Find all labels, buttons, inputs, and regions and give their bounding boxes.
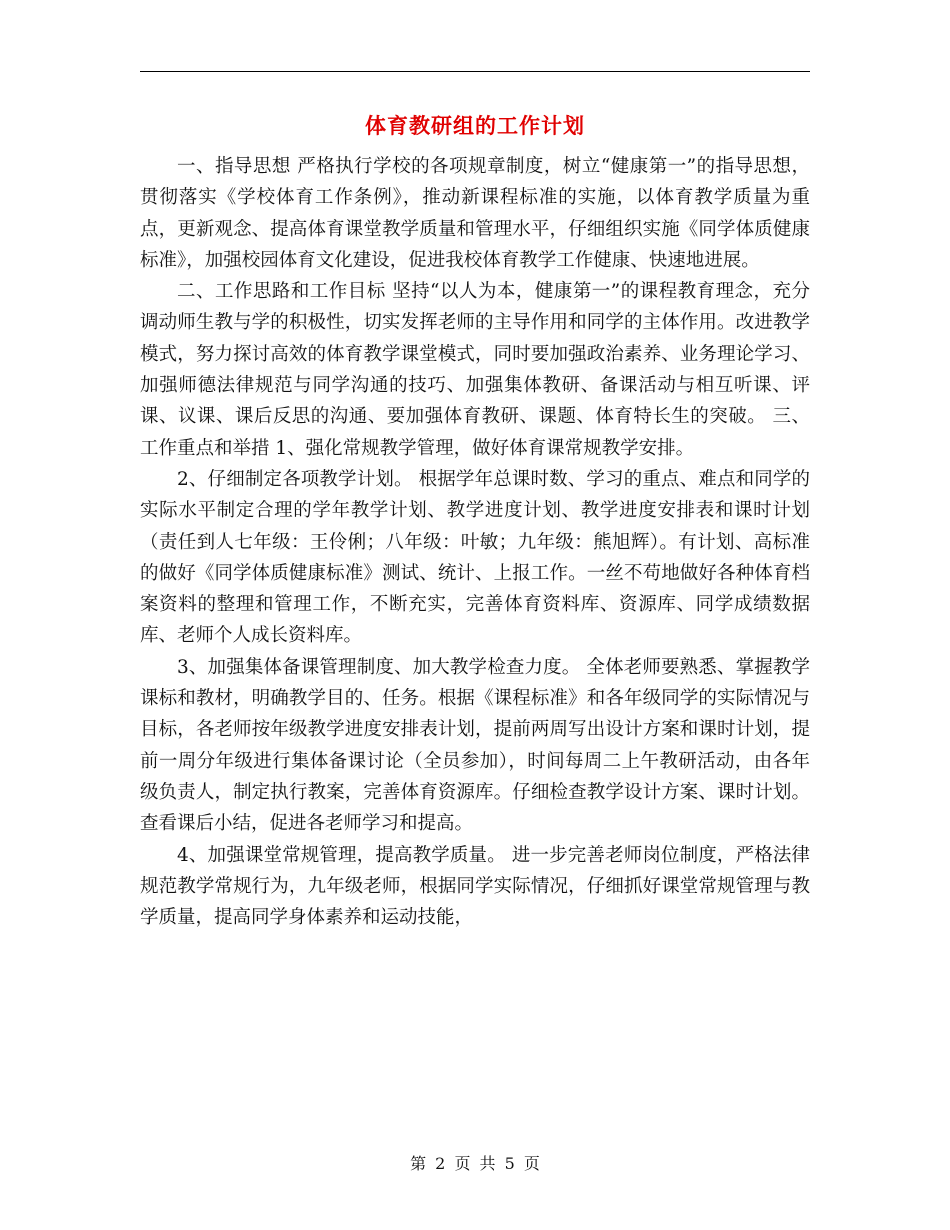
header-rule bbox=[140, 71, 810, 72]
paragraph-guiding-ideology: 一、指导思想 严格执行学校的各项规章制度，树立“健康第一”的指导思想，贯彻落实《学校体育工作条例》，推动新课程标准的实施，以体育教学质量为重点，更新观念、提高体育课堂教学质量和管理水平，仔细组织实施《同学体质健康标准》，加强校园体育文化建设，促进我校体育教学工作健康、快速地进展。 bbox=[140, 156, 810, 271]
paragraph-work-ideas-and-goals: 二、工作思路和工作目标 坚持“以人为本，健康第一”的课程教育理念，充分调动师生教与学的积极性，切实发挥老师的主导作用和同学的主体作用。改进教学模式，努力探讨高效的体育教学课堂模式，同时要加强政治素养、业务理论学习、加强师德法律规范与同学沟通的技巧、加强集体教研、备课活动与相互听课、评课、议课、课后反思的沟通、要加强体育教研、课题、体育特长生的突破。 三、工作重点和举措 1、强化常规教学管理，做好体育课常规教学安排。 bbox=[140, 281, 810, 459]
document-body bbox=[140, 151, 810, 933]
paragraph-collective-lesson-prep: 3、加强集体备课管理制度、加大教学检查力度。 全体老师要熟悉、掌握教学课标和教材，明确教学目的、任务。根据《课程标准》和各年级同学的实际情况与目标，各老师按年级教学进度安排表计划，提前两周写出设计方案和课时计划，提前一周分年级进行集体备课讨论（全员参加），时间每周二上午教研活动，由各年级负责人，制定执行教案，完善体育资源库。仔细检查教学设计方案、课时计划。查看课后小结，促进各老师学习和提高。 bbox=[140, 656, 810, 835]
paragraph-classroom-management: 4、加强课堂常规管理，提高教学质量。 进一步完善老师岗位制度，严格法律规范教学常规行为，九年级老师，根据同学实际情况，仔细抓好课堂常规管理与教学质量，提高同学身体素养和运动技能， bbox=[140, 844, 810, 929]
page-number: 第 2 页 共 5 页 bbox=[410, 1154, 540, 1173]
paragraph-teaching-plans: 2、仔细制定各项教学计划。 根据学年总课时数、学习的重点、难点和同学的实际水平制定合理的学年教学计划、教学进度计划、教学进度安排表和课时计划（责任到人七年级：王伶俐；八年级：叶敏；九年级：熊旭辉）。有计划、高标准的做好《同学体质健康标准》测试、统计、上报工作。一丝不苟地做好各种体育档案资料的整理和管理工作，不断充实，完善体育资料库、资源库、同学成绩数据库、老师个人成长资料库。 bbox=[140, 468, 810, 647]
document-title: 体育教研组的工作计划 bbox=[365, 113, 585, 138]
